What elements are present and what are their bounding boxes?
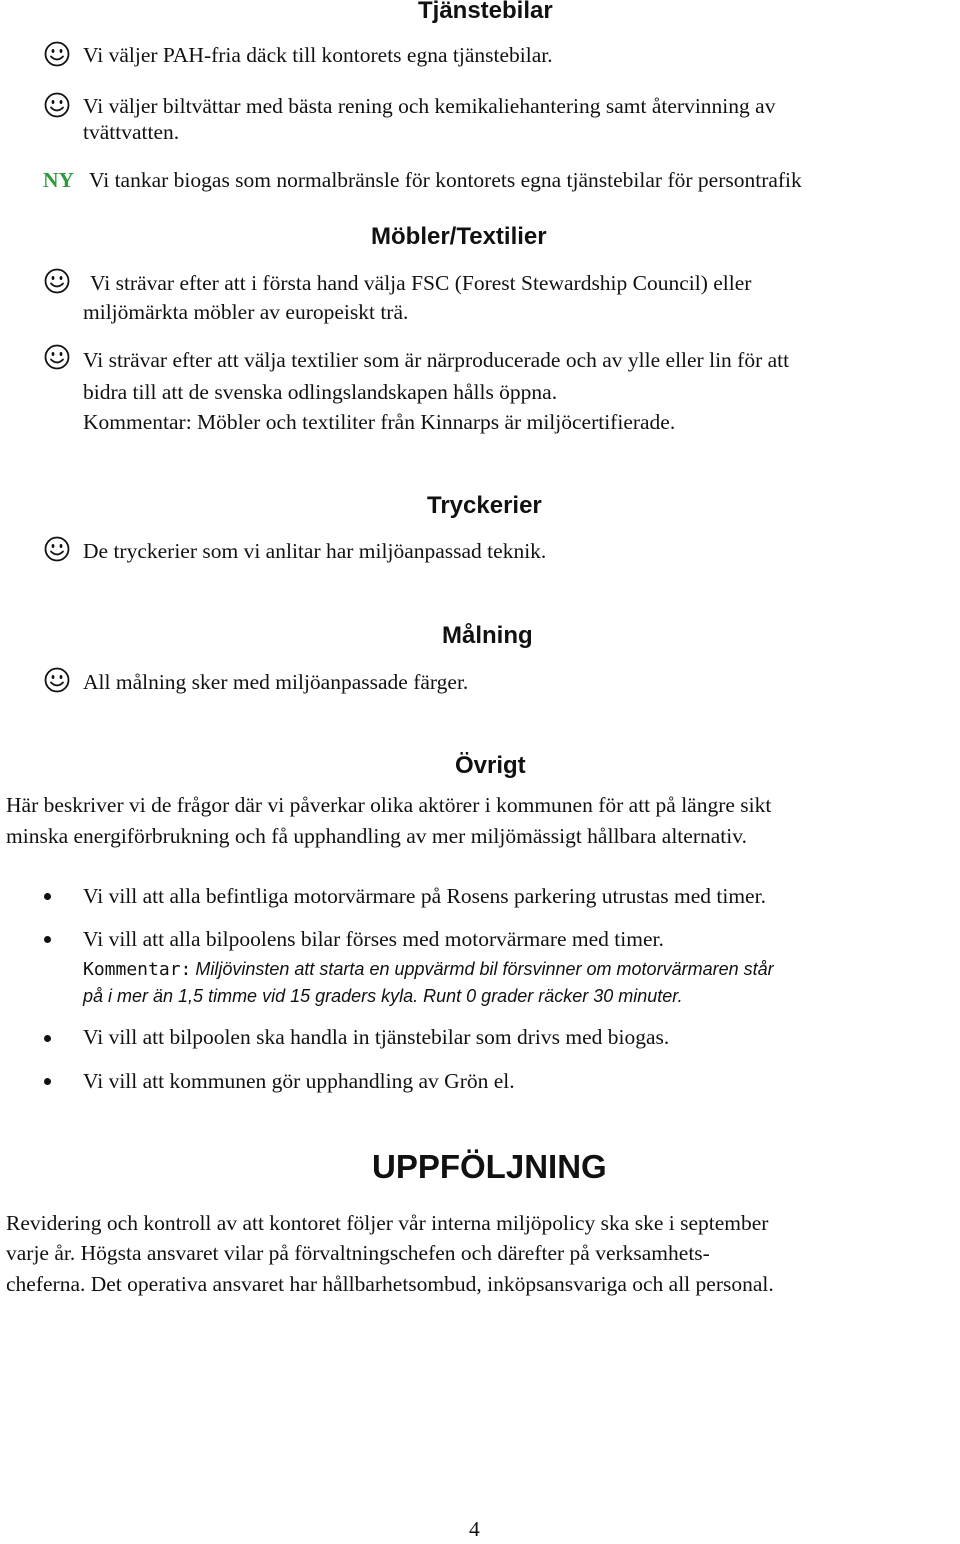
smiley-face-icon [44,268,70,294]
section-heading-ovrigt: Övrigt [455,752,526,779]
tjanstebilar-item-2-line-1: Vi väljer biltvättar med bästa rening och kemikaliehantering samt återvinning av [83,94,776,118]
section-heading-malning: Målning [442,622,533,649]
mobler-comment: Kommentar: Möbler och textiliter från Kinnarps är miljöcertifierade. [83,410,676,434]
uppfoljning-line-1: Revidering och kontroll av att kontoret följer vår interna miljöpolicy ska ske i september [6,1211,769,1235]
ovrigt-bullet-3: Vi vill att bilpoolen ska handla in tjänstebilar som drivs med biogas. [83,1025,670,1049]
tjanstebilar-item-1: Vi väljer PAH-fria däck till kontorets egna tjänstebilar. [83,43,553,67]
smiley-face-icon [44,41,70,67]
tjanstebilar-item-2-line-2: tvättvatten. [83,120,180,144]
section-heading-tryckerier: Tryckerier [427,492,542,519]
section-heading-uppfoljning: UPPFÖLJNING [372,1148,607,1185]
mobler-item-1-line-2: miljömärkta möbler av europeiskt trä. [83,300,409,324]
bullet-dot-icon [44,1035,51,1042]
uppfoljning-line-2: varje år. Högsta ansvaret vilar på förvaltningschefen och därefter på verksamhets- [6,1241,710,1265]
new-tag: NY [43,168,75,192]
smiley-face-icon [44,536,70,562]
bullet-dot-icon [44,1078,51,1085]
ovrigt-bullet-1: Vi vill att alla befintliga motorvärmare på Rosens parkering utrustas med timer. [83,884,766,908]
ovrigt-intro-line-1: Här beskriver vi de frågor där vi påverkar olika aktörer i kommunen för att på längre sikt [6,793,772,817]
comment-label: Kommentar: [83,959,192,980]
ovrigt-intro-line-2: minska energiförbrukning och få upphandling av mer miljömässigt hållbara alternativ. [6,824,747,848]
ovrigt-bullet-2-comment-line-2: på i mer än 1,5 timme vid 15 graders kyla. Runt 0 grader räcker 30 minuter. [83,986,683,1006]
uppfoljning-line-3: cheferna. Det operativa ansvaret har hållbarhetsombud, inköpsansvariga och all personal. [6,1272,774,1296]
bullet-dot-icon [44,893,51,900]
mobler-item-2-line-1: Vi strävar efter att välja textilier som är närproducerade och av ylle eller lin för att [83,348,790,372]
malning-item-1: All målning sker med miljöanpassade färger. [83,670,469,694]
smiley-face-icon [44,344,70,370]
smiley-face-icon [44,667,70,693]
ovrigt-bullet-2-comment-line-1 [83,956,774,984]
ovrigt-bullet-4: Vi vill att kommunen gör upphandling av Grön el. [83,1069,515,1093]
section-heading-tjanstebilar: Tjänstebilar [418,0,553,24]
tjanstebilar-item-3: Vi tankar biogas som normalbränsle för kontorets egna tjänstebilar för persontrafik [89,168,802,192]
smiley-face-icon [44,92,70,118]
ovrigt-bullet-2: Vi vill att alla bilpoolens bilar förses med motorvärmare med timer. [83,927,664,951]
tryckerier-item-1: De tryckerier som vi anlitar har miljöanpassad teknik. [83,539,547,563]
bullet-dot-icon [44,936,51,943]
comment-text: Miljövinsten att starta en uppvärmd bil försvinner om motorvärmaren står [195,959,774,979]
page-number: 4 [469,1517,480,1541]
mobler-item-2-line-2: bidra till att de svenska odlingslandskapen hålls öppna. [83,380,558,404]
mobler-item-1-line-1: Vi strävar efter att i första hand välja FSC (Forest Stewardship Council) eller [90,271,752,295]
section-heading-mobler: Möbler/Textilier [371,223,547,250]
